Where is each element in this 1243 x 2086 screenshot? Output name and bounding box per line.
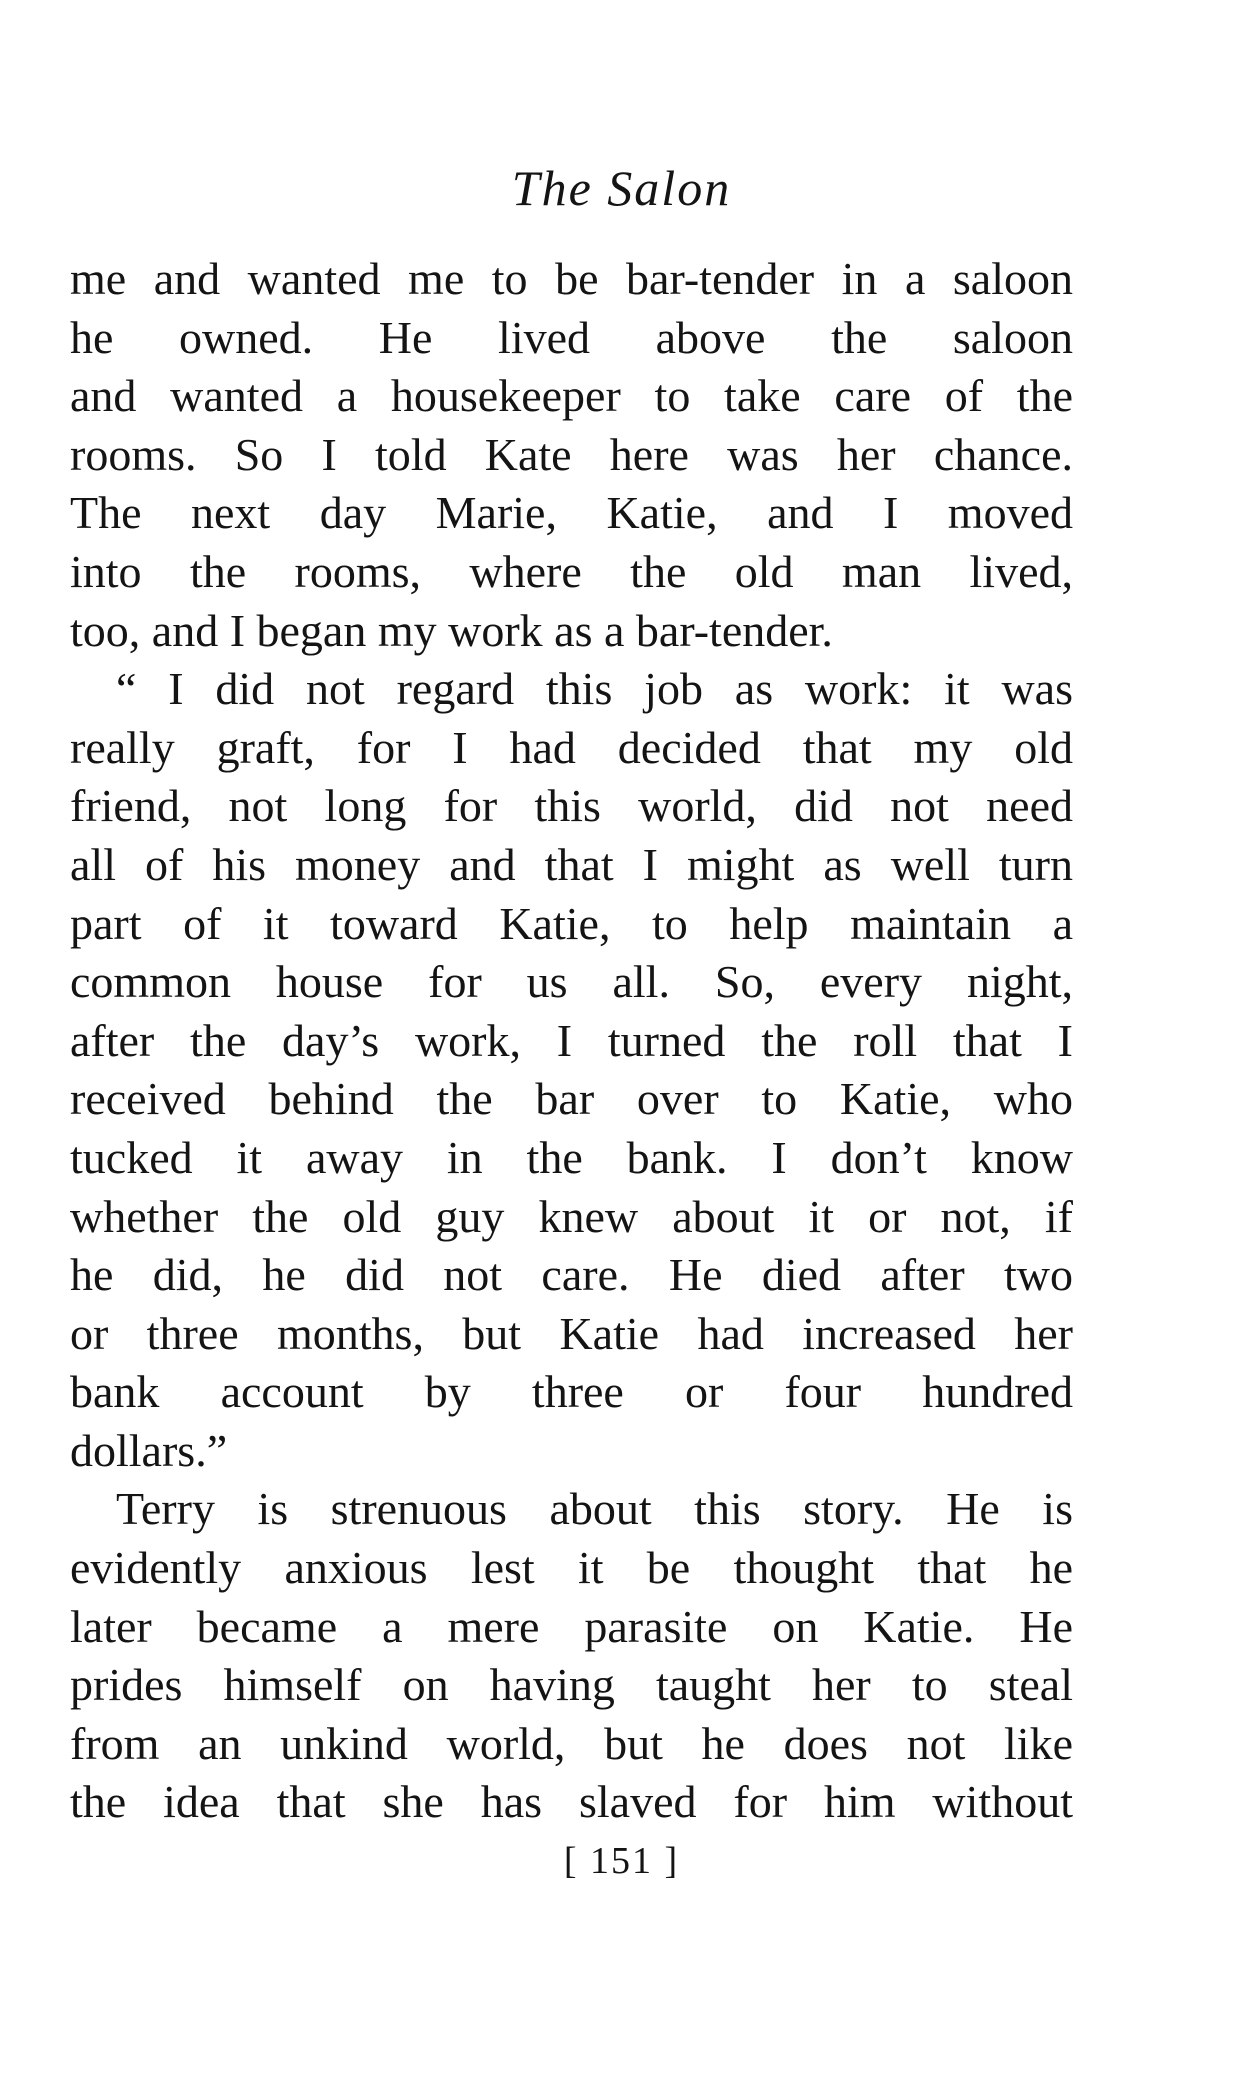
text-line: common house for us all. So, every night,	[70, 956, 1073, 1008]
text-line: after the day’s work, I turned the roll that I	[70, 1014, 1073, 1066]
running-head: The Salon	[511, 160, 732, 216]
text-line: bank account by three or four hundred	[70, 1366, 1073, 1418]
text-line: received behind the bar over to Katie, who	[70, 1073, 1073, 1125]
text-line: Terry is strenuous about this story. He is	[116, 1483, 1073, 1535]
text-line: prides himself on having taught her to steal	[70, 1659, 1073, 1711]
text-line: me and wanted me to be bar-tender in a saloon	[70, 253, 1073, 304]
text-line: later became a mere parasite on Katie. He	[70, 1600, 1073, 1652]
text-line: from an unkind world, but he does not like	[70, 1717, 1073, 1769]
text-line: friend, not long for this world, did not need	[70, 780, 1073, 832]
text-line: all of his money and that I might as well turn	[70, 838, 1073, 890]
text-line: tucked it away in the bank. I don’t know	[70, 1131, 1073, 1183]
text-line: or three months, but Katie had increased her	[70, 1307, 1073, 1359]
text-line: the idea that she has slaved for him without	[70, 1776, 1073, 1828]
text-line: part of it toward Katie, to help maintain a	[70, 897, 1073, 949]
body-text	[70, 250, 1073, 1832]
text-line: into the rooms, where the old man lived,	[70, 545, 1073, 597]
text-line: whether the old guy knew about it or not, if	[70, 1190, 1073, 1242]
text-line: “ I did not regard this job as work: it was	[116, 663, 1073, 715]
text-line: The next day Marie, Katie, and I moved	[70, 487, 1073, 539]
text-line: really graft, for I had decided that my old	[70, 721, 1073, 773]
text-line: evidently anxious lest it be thought that he	[70, 1542, 1073, 1594]
text-line: dollars.”	[70, 1424, 228, 1476]
text-line: and wanted a housekeeper to take care of the	[70, 370, 1073, 422]
text-line: rooms. So I told Kate here was her chance.	[70, 428, 1073, 480]
text-line: too, and I began my work as a bar-tender.	[70, 604, 833, 656]
text-line: he did, he did not care. He died after two	[70, 1249, 1073, 1301]
page-number: [ 151 ]	[563, 1840, 680, 1882]
text-line: he owned. He lived above the saloon	[70, 311, 1073, 363]
